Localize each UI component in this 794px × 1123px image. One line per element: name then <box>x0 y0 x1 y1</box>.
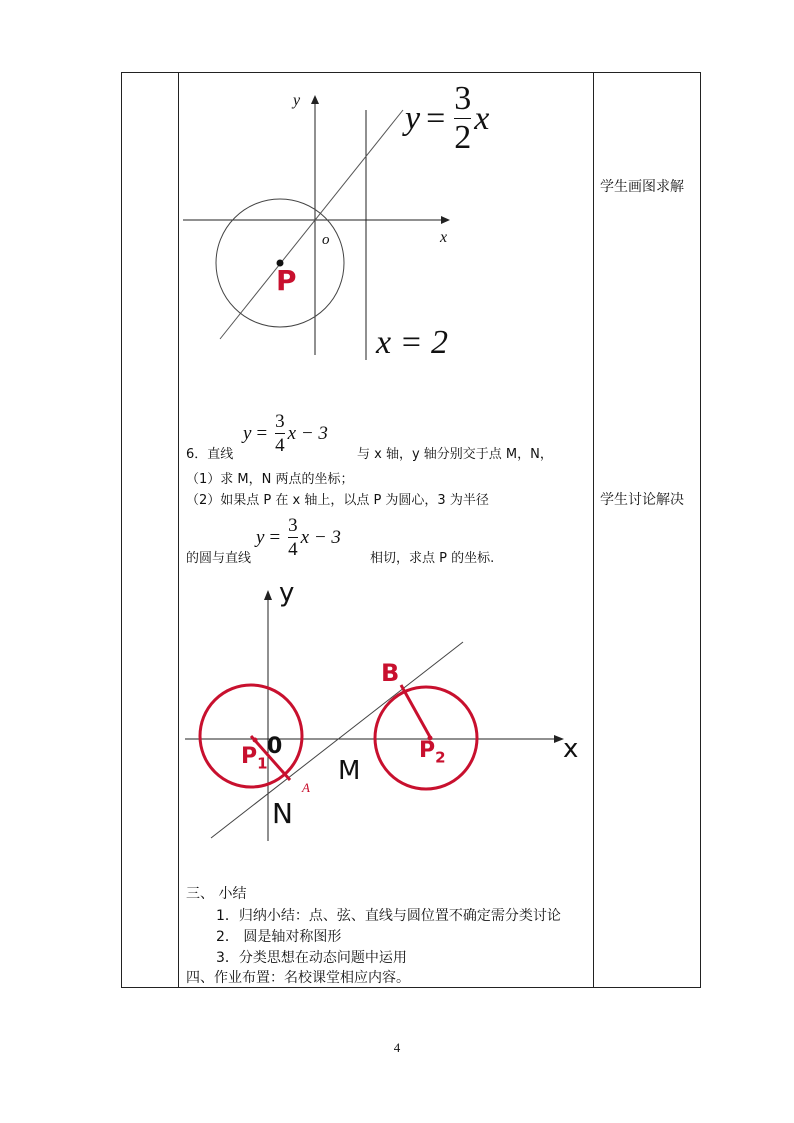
column-divider-right <box>593 72 594 988</box>
eq1-var: x <box>474 99 490 137</box>
fig1-origin-label: o <box>322 232 330 248</box>
right-note-2: 学生讨论解决 <box>600 492 684 508</box>
fig1-x-arrow-icon <box>441 216 450 224</box>
fig1-y-arrow-icon <box>311 95 319 104</box>
fig2-label-p1 <box>241 744 268 772</box>
problem6-q3-prefix: 的圆与直线 <box>186 551 252 566</box>
eq3-lhs: y <box>256 526 265 548</box>
fig1-y-label: y <box>293 92 301 109</box>
eq1-num: 3 <box>454 80 472 117</box>
eq1-fraction <box>454 82 471 155</box>
fig2-y-label: y <box>279 578 295 608</box>
problem6-prefix: 6．直线 <box>186 447 234 462</box>
eq2-num: 3 <box>275 411 285 432</box>
fig2-label-p2-main: P <box>419 738 436 763</box>
eq3-den: 4 <box>288 539 298 560</box>
figure-2 <box>180 585 590 850</box>
page-number: 4 <box>393 1040 401 1055</box>
fig2-label-a: A <box>302 780 310 795</box>
summary-item-2: 2． 圆是轴对称图形 <box>216 929 342 945</box>
fig2-origin-label: 0 <box>267 734 283 759</box>
fig2-label-p1-sub: 1 <box>257 754 268 773</box>
fig2-center-p1 <box>253 738 258 743</box>
homework-line: 四、作业布置：名校课堂相应内容。 <box>186 970 410 986</box>
summary-item-1: 1．归纳小结：点、弦、直线与圆位置不确定需分类讨论 <box>216 908 561 924</box>
column-divider-left <box>178 72 179 988</box>
eq3-fraction <box>288 516 298 559</box>
eq1-den: 2 <box>454 119 472 156</box>
fig2-label-p2 <box>419 738 446 766</box>
fig2-radius-p2b <box>401 685 430 737</box>
fig2-label-p2-sub: 2 <box>435 748 446 767</box>
eq2-den: 4 <box>275 435 285 456</box>
fig2-label-p1-main: P <box>241 744 258 769</box>
fig1-equation-line: y = $\frac{3}{2}$ x <box>405 80 490 156</box>
fig2-label-n: N <box>272 797 293 830</box>
eq3-rest: x − 3 <box>300 526 341 548</box>
eq1-lhs: y <box>405 99 421 137</box>
problem6-q1: （1）求 M，N 两点的坐标； <box>186 472 354 487</box>
problem6-q2: （2）如果点 P 在 x 轴上，以点 P 为圆心，3 为半径 <box>186 493 489 508</box>
eq3-num: 3 <box>288 515 298 536</box>
fig1-x-label: x <box>440 229 448 246</box>
eq2-lhs: y <box>243 422 252 444</box>
summary-item-3: 3．分类思想在动态问题中运用 <box>216 950 407 966</box>
eq2-rest: x − 3 <box>287 422 328 444</box>
fig2-label-b: B <box>381 659 400 687</box>
problem6-equation: y = $\frac{3}{4}$ x − 3 <box>243 411 328 456</box>
eq2-fraction <box>275 412 285 455</box>
fig2-x-label: x <box>563 734 579 764</box>
fig2-y-arrow-icon <box>264 590 272 600</box>
problem6-equation-2: y = $\frac{3}{4}$ x − 3 <box>256 515 341 560</box>
summary-heading: 三、 小结 <box>186 886 247 902</box>
fig1-point-label: P <box>276 264 297 297</box>
problem6-after-eq: 与 x 轴，y 轴分别交于点 M，N， <box>357 447 553 462</box>
fig1-equation-vertical: x = 2 <box>376 324 449 361</box>
right-note-1: 学生画图求解 <box>600 179 684 195</box>
fig2-label-m: M <box>338 756 361 786</box>
fig1-slant-line <box>220 110 403 339</box>
problem6-q3-suffix: 相切，求点 P 的坐标. <box>370 551 495 566</box>
